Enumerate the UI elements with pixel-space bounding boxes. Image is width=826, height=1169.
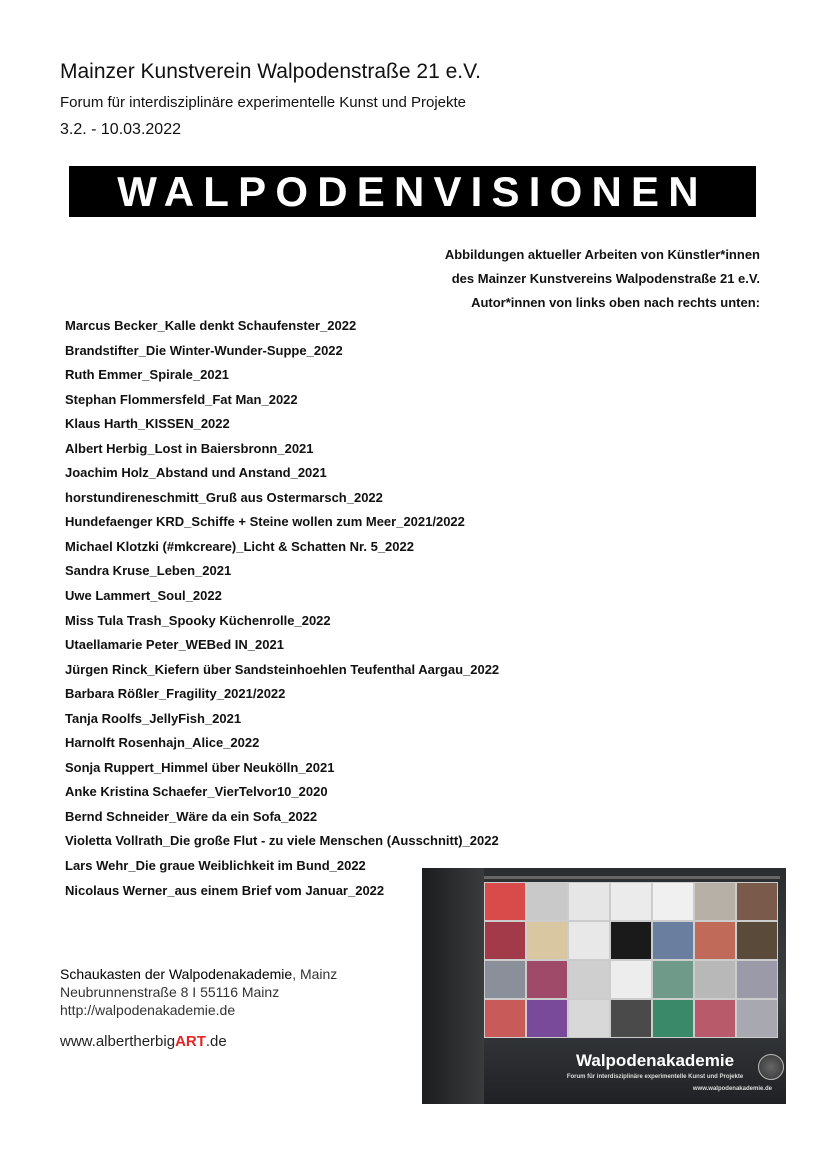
artwork-thumbnail (652, 921, 694, 960)
artwork-thumbnail (652, 960, 694, 999)
list-item: Lars Wehr_Die graue Weiblichkeit im Bund_2022 (65, 858, 366, 874)
artwork-thumbnail (736, 882, 778, 921)
artwork-thumbnail (526, 960, 568, 999)
list-item: Violetta Vollrath_Die große Flut - zu viele Menschen (Ausschnitt)_2022 (65, 833, 499, 849)
showcase-sign-subtitle: Forum für interdisziplinäre experimentelle Kunst und Projekte (566, 1074, 744, 1080)
artwork-thumbnail (568, 999, 610, 1038)
list-item: Ruth Emmer_Spirale_2021 (65, 367, 230, 383)
list-item: Brandstifter_Die Winter-Wunder-Suppe_2022 (65, 342, 343, 358)
website-suffix: .de (205, 1033, 227, 1050)
list-item: Klaus Harth_KISSEN_2022 (65, 416, 230, 432)
venue-city: , Mainz (292, 966, 338, 982)
website-prefix: www.albertherbig (60, 1033, 176, 1050)
list-item: Tanja Roolfs_JellyFish_2021 (65, 710, 242, 726)
works-list (65, 314, 499, 903)
artwork-thumbnail (526, 999, 568, 1038)
caption-block (280, 243, 760, 315)
list-item: Barbara Rößler_Fragility_2021/2022 (65, 686, 286, 702)
website-accent: ART (175, 1033, 206, 1050)
artwork-thumbnail (610, 921, 652, 960)
list-item: Sonja Ruppert_Himmel über Neukölln_2021 (65, 759, 335, 775)
list-item: Nicolaus Werner_aus einem Brief vom Januar_2022 (65, 882, 385, 898)
list-item: Stephan Flommersfeld_Fat Man_2022 (65, 391, 298, 407)
artwork-thumbnail (568, 921, 610, 960)
list-item: Jürgen Rinck_Kiefern über Sandsteinhoehlen Teufenthal Aargau_2022 (65, 661, 500, 677)
artwork-grid (484, 882, 782, 1042)
artwork-thumbnail (736, 999, 778, 1038)
list-item: Utaellamarie Peter_WEBed IN_2021 (65, 637, 284, 653)
showcase-photo (422, 868, 786, 1104)
list-item: Joachim Holz_Abstand und Anstand_2021 (65, 465, 327, 481)
exhibition-banner: WALPODENVISIONEN (69, 166, 756, 217)
venue-line (60, 965, 337, 983)
caption-line: Abbildungen aktueller Arbeiten von Künstler*innen (444, 247, 760, 262)
artwork-thumbnail (694, 921, 736, 960)
list-item: Harnolft Rosenhajn_Alice_2022 (65, 735, 260, 751)
list-item: Marcus Becker_Kalle denkt Schaufenster_2022 (65, 318, 357, 333)
list-item: Bernd Schneider_Wäre da ein Sofa_2022 (65, 808, 318, 824)
artwork-thumbnail (610, 882, 652, 921)
artwork-thumbnail (568, 882, 610, 921)
list-item: Albert Herbig_Lost in Baiersbronn_2021 (65, 440, 314, 456)
list-item: Uwe Lammert_Soul_2022 (65, 588, 222, 604)
artwork-thumbnail (736, 960, 778, 999)
artwork-thumbnail (694, 999, 736, 1038)
exhibition-dates: 3.2. - 10.03.2022 (60, 121, 181, 138)
artwork-thumbnail (610, 999, 652, 1038)
list-item: Michael Klotzki (#mkcreare)_Licht & Schatten Nr. 5_2022 (65, 538, 414, 554)
list-item: Miss Tula Trash_Spooky Küchenrolle_2022 (65, 612, 331, 628)
artwork-thumbnail (568, 960, 610, 999)
photo-wall (422, 868, 484, 1104)
artwork-thumbnail (484, 921, 526, 960)
artwork-thumbnail (526, 921, 568, 960)
page-subtitle: Forum für interdisziplinäre experimentelle Kunst und Projekte (60, 94, 467, 111)
artwork-thumbnail (526, 882, 568, 921)
showcase-sign-title: Walpodenakademie (575, 1051, 735, 1070)
list-item: horstundireneschmitt_Gruß aus Ostermarsch_2022 (65, 489, 383, 505)
list-item: Hundefaenger KRD_Schiffe + Steine wollen zum Meer_2021/2022 (65, 514, 465, 530)
caption-line: des Mainzer Kunstvereins Walpodenstraße 21 e.V. (451, 271, 760, 286)
showcase-sign-url: www.walpodenakademie.de (692, 1086, 772, 1092)
artwork-thumbnail (652, 999, 694, 1038)
venue-url[interactable]: http://walpodenakademie.de (60, 1002, 236, 1018)
artwork-thumbnail (694, 882, 736, 921)
artwork-thumbnail (484, 999, 526, 1038)
seal-icon (758, 1054, 784, 1080)
artwork-thumbnail (484, 882, 526, 921)
artwork-thumbnail (652, 882, 694, 921)
list-item: Sandra Kruse_Leben_2021 (65, 563, 232, 579)
website-link[interactable] (60, 1033, 337, 1051)
footer-block (60, 965, 337, 1051)
artwork-thumbnail (694, 960, 736, 999)
artwork-thumbnail (484, 960, 526, 999)
venue-name: Schaukasten der Walpodenakademie (60, 966, 293, 982)
artwork-thumbnail (736, 921, 778, 960)
photo-frame (484, 876, 780, 879)
page-title: Mainzer Kunstverein Walpodenstraße 21 e.V. (60, 60, 482, 83)
caption-line: Autor*innen von links oben nach rechts unten: (471, 295, 760, 310)
venue-address: Neubrunnenstraße 8 I 55116 Mainz (60, 984, 280, 1000)
artwork-thumbnail (610, 960, 652, 999)
list-item: Anke Kristina Schaefer_VierTelvor10_2020 (65, 784, 328, 800)
